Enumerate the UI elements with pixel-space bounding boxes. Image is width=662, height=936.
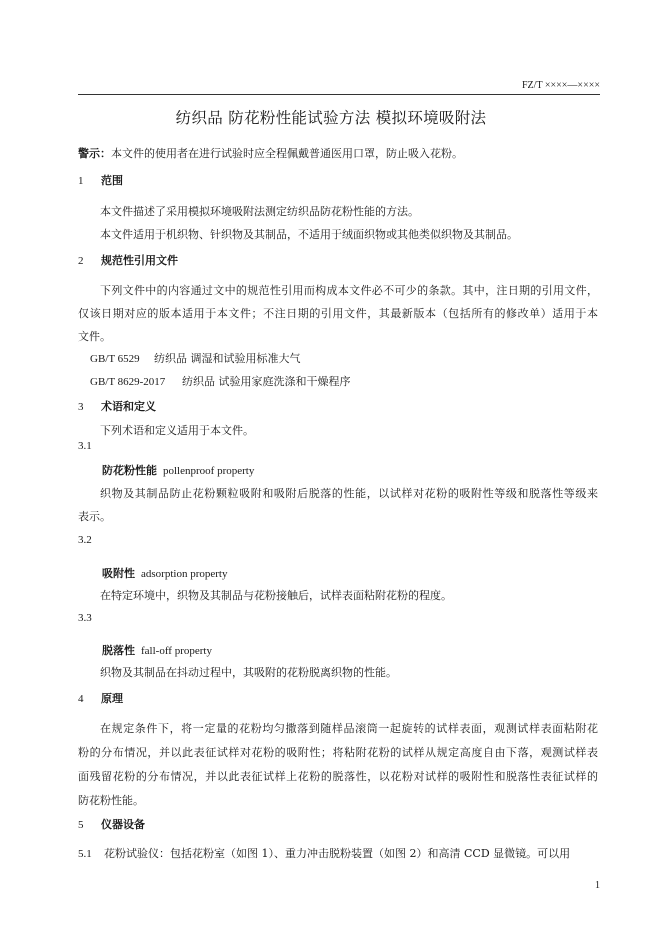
section-number: 5	[78, 819, 84, 831]
section-number: 1	[78, 175, 84, 187]
term-chinese: 防花粉性能	[102, 464, 157, 477]
term-definition-line: 在特定环境中，织物及其制品与花粉接触后，试样表面粘附花粉的程度。	[100, 589, 452, 602]
section-1-paragraph-2: 本文件适用于机织物、针织物及其制品，不适用于绒面织物或其他类似织物及其制品。	[100, 228, 518, 241]
section-4-paragraph-line: 粉的分布情况，并以此表征试样对花粉的吸附性；将粘附花粉的试样从规定高度自由下落，观测试样表	[78, 746, 598, 759]
term-chinese: 脱落性	[102, 644, 135, 657]
clause-number: 5.1	[78, 848, 92, 860]
reference-name: 纺织品 调湿和试验用标准大气	[154, 352, 301, 365]
term-english: adsorption property	[141, 568, 228, 580]
term-heading	[102, 642, 212, 658]
section-4-paragraph-line: 防花粉性能。	[78, 794, 144, 807]
term-number: 3.1	[78, 440, 92, 452]
document-code: FZ/T ××××—××××	[522, 80, 600, 91]
section-number: 2	[78, 255, 84, 267]
reference-name: 纺织品 试验用家庭洗涤和干燥程序	[182, 375, 351, 388]
section-1-paragraph-1: 本文件描述了采用模拟环境吸附法测定纺织品防花粉性能的方法。	[100, 205, 419, 218]
section-3-intro: 下列术语和定义适用于本文件。	[100, 424, 254, 437]
section-title: 范围	[101, 174, 123, 187]
section-title: 规范性引用文件	[101, 254, 178, 267]
warning-note	[78, 145, 463, 161]
page-number: 1	[595, 880, 600, 891]
section-2-paragraph-line: 文件。	[78, 330, 111, 343]
section-3-heading	[78, 398, 156, 414]
section-2-heading	[78, 252, 178, 268]
term-heading	[102, 462, 254, 478]
section-title: 原理	[101, 692, 123, 705]
warning-text: 本文件的使用者在进行试验时应全程佩戴普通医用口罩，防止吸入花粉。	[111, 147, 463, 160]
term-heading	[102, 565, 227, 581]
section-5-heading	[78, 816, 145, 832]
clause-5-1	[78, 845, 570, 861]
term-definition-line: 表示。	[78, 510, 111, 523]
section-2-paragraph-line: 仅该日期对应的版本适用于本文件；不注日期的引用文件，其最新版本（包括所有的修改单）适用于本	[78, 307, 598, 320]
term-number: 3.2	[78, 534, 92, 546]
term-english: fall-off property	[141, 645, 212, 657]
warning-label: 警示：	[78, 147, 111, 160]
section-4-paragraph-line: 在规定条件下，将一定量的花粉均匀撒落到随样品滚筒一起旋转的试样表面，观测试样表面粘附花	[100, 722, 598, 735]
section-number: 3	[78, 401, 84, 413]
term-chinese: 吸附性	[102, 567, 135, 580]
section-4-paragraph-line: 面残留花粉的分布情况，并以此表征试样上花粉的脱落性，以花粉对试样的吸附性和脱落性表征试样的	[78, 770, 598, 783]
term-number: 3.3	[78, 612, 92, 624]
term-definition-line: 织物及其制品防止花粉颗粒吸附和吸附后脱落的性能，以试样对花粉的吸附性等级和脱落性等级来	[100, 487, 598, 500]
section-number: 4	[78, 693, 84, 705]
section-title: 术语和定义	[101, 400, 156, 413]
reference-code: GB/T 6529	[90, 353, 140, 365]
section-title: 仪器设备	[101, 818, 145, 831]
reference-code: GB/T 8629-2017	[90, 376, 166, 388]
reference-item	[90, 373, 351, 389]
header-rule	[78, 94, 600, 95]
clause-text: 花粉试验仪：包括花粉室（如图 1）、重力冲击脱粉装置（如图 2）和高清 CCD 显微镜。可以用	[104, 847, 571, 860]
section-4-heading	[78, 690, 123, 706]
section-2-paragraph-line: 下列文件中的内容通过文中的规范性引用而构成本文件必不可少的条款。其中，注日期的引用文件，	[100, 284, 598, 297]
term-english: pollenproof property	[163, 465, 255, 477]
section-1-heading	[78, 172, 123, 188]
reference-item	[90, 350, 301, 366]
term-definition-line: 织物及其制品在抖动过程中，其吸附的花粉脱离织物的性能。	[100, 666, 397, 679]
document-title: 纺织品 防花粉性能试验方法 模拟环境吸附法	[175, 109, 487, 127]
